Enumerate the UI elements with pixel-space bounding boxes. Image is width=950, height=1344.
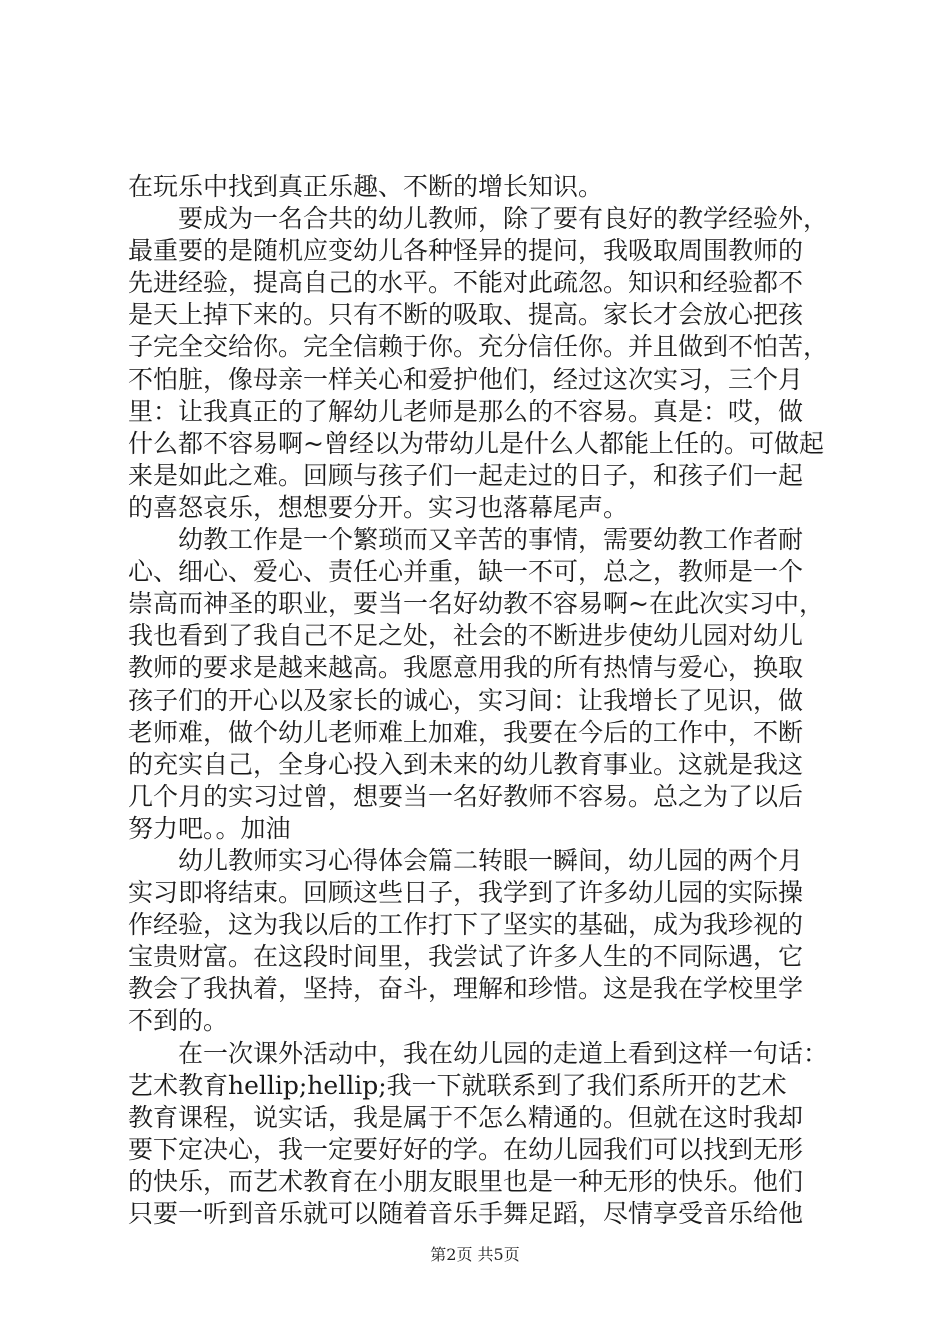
text-line: 心、细心、爱心、责任心并重，缺一不可，总之，教师是一个	[128, 557, 804, 587]
text-line: 宝贵财富。在这段时间里，我尝试了许多人生的不同际遇，它	[128, 942, 804, 972]
text-line: 的充实自己，全身心投入到未来的幼儿教育事业。这就是我这	[128, 749, 804, 779]
text-line: 不到的。	[128, 1006, 229, 1036]
text-line: 在一次课外活动中，我在幼儿园的走道上看到这样一句话：	[178, 1038, 829, 1068]
text-line: 在玩乐中找到真正乐趣、不断的增长知识。	[128, 172, 604, 201]
page-number-footer: 第2页 共5页	[430, 1245, 520, 1264]
document-body	[128, 171, 828, 1230]
text-line: 什么都不容易啊~曾经以为带幼儿是什么人都能上任的。可做起	[128, 428, 824, 458]
text-line: 我也看到了我自己不足之处，社会的不断进步使幼儿园对幼儿	[128, 621, 804, 651]
text-line: 教师的要求是越来越高。我愿意用我的所有热情与爱心，换取	[128, 653, 804, 683]
text-line: 幼儿教师实习心得体会篇二转眼一瞬间，幼儿园的两个月	[178, 845, 804, 875]
text-line: 要成为一名合共的幼儿教师，除了要有良好的教学经验外，	[178, 204, 829, 234]
text-line: 实习即将结束。回顾这些日子，我学到了许多幼儿园的实际操	[128, 878, 804, 908]
text-line: 最重要的是随机应变幼儿各种怪异的提问，我吸取周围教师的	[128, 236, 804, 266]
text-line: 崇高而神圣的职业，要当一名好幼教不容易啊~在此次实习中，	[128, 589, 824, 619]
text-line: 艺术教育hellip;hellip;我一下就联系到了我们系所开的艺术	[128, 1070, 787, 1100]
text-line: 的快乐，而艺术教育在小朋友眼里也是一种无形的快乐。他们	[128, 1166, 804, 1196]
text-line: 不怕脏，像母亲一样关心和爱护他们，经过这次实习，三个月	[128, 364, 804, 394]
text-line: 只要一听到音乐就可以随着音乐手舞足蹈，尽情享受音乐给他	[128, 1199, 804, 1228]
text-line: 子完全交给你。完全信赖于你。充分信任你。并且做到不怕苦，	[128, 332, 829, 362]
text-line: 教会了我执着，坚持，奋斗，理解和珍惜。这是我在学校里学	[128, 974, 804, 1004]
text-line: 作经验，这为我以后的工作打下了坚实的基础，成为我珍视的	[128, 910, 804, 940]
text-line: 努力吧。。加油	[128, 813, 291, 843]
text-line: 孩子们的开心以及家长的诚心，实习间：让我增长了见识，做	[128, 685, 804, 715]
text-line: 里：让我真正的了解幼儿老师是那么的不容易。真是：哎，做	[128, 396, 804, 426]
text-line: 老师难，做个幼儿老师难上加难，我要在今后的工作中，不断	[128, 717, 804, 747]
text-line: 几个月的实习过曾，想要当一名好教师不容易。总之为了以后	[128, 781, 804, 811]
text-line: 来是如此之难。回顾与孩子们一起走过的日子，和孩子们一起	[128, 460, 804, 490]
text-line: 先进经验，提高自己的水平。不能对此疏忽。知识和经验都不	[128, 268, 804, 298]
text-line: 教育课程，说实话，我是属于不怎么精通的。但就在这时我却	[128, 1102, 804, 1132]
text-line: 是天上掉下来的。只有不断的吸取、提高。家长才会放心把孩	[128, 300, 804, 330]
text-line: 要下定决心，我一定要好好的学。在幼儿园我们可以找到无形	[128, 1134, 804, 1164]
text-line: 的喜怒哀乐，想想要分开。实习也落幕尾声。	[128, 492, 629, 522]
text-line: 幼教工作是一个繁琐而又辛苦的事情，需要幼教工作者耐	[178, 525, 804, 555]
